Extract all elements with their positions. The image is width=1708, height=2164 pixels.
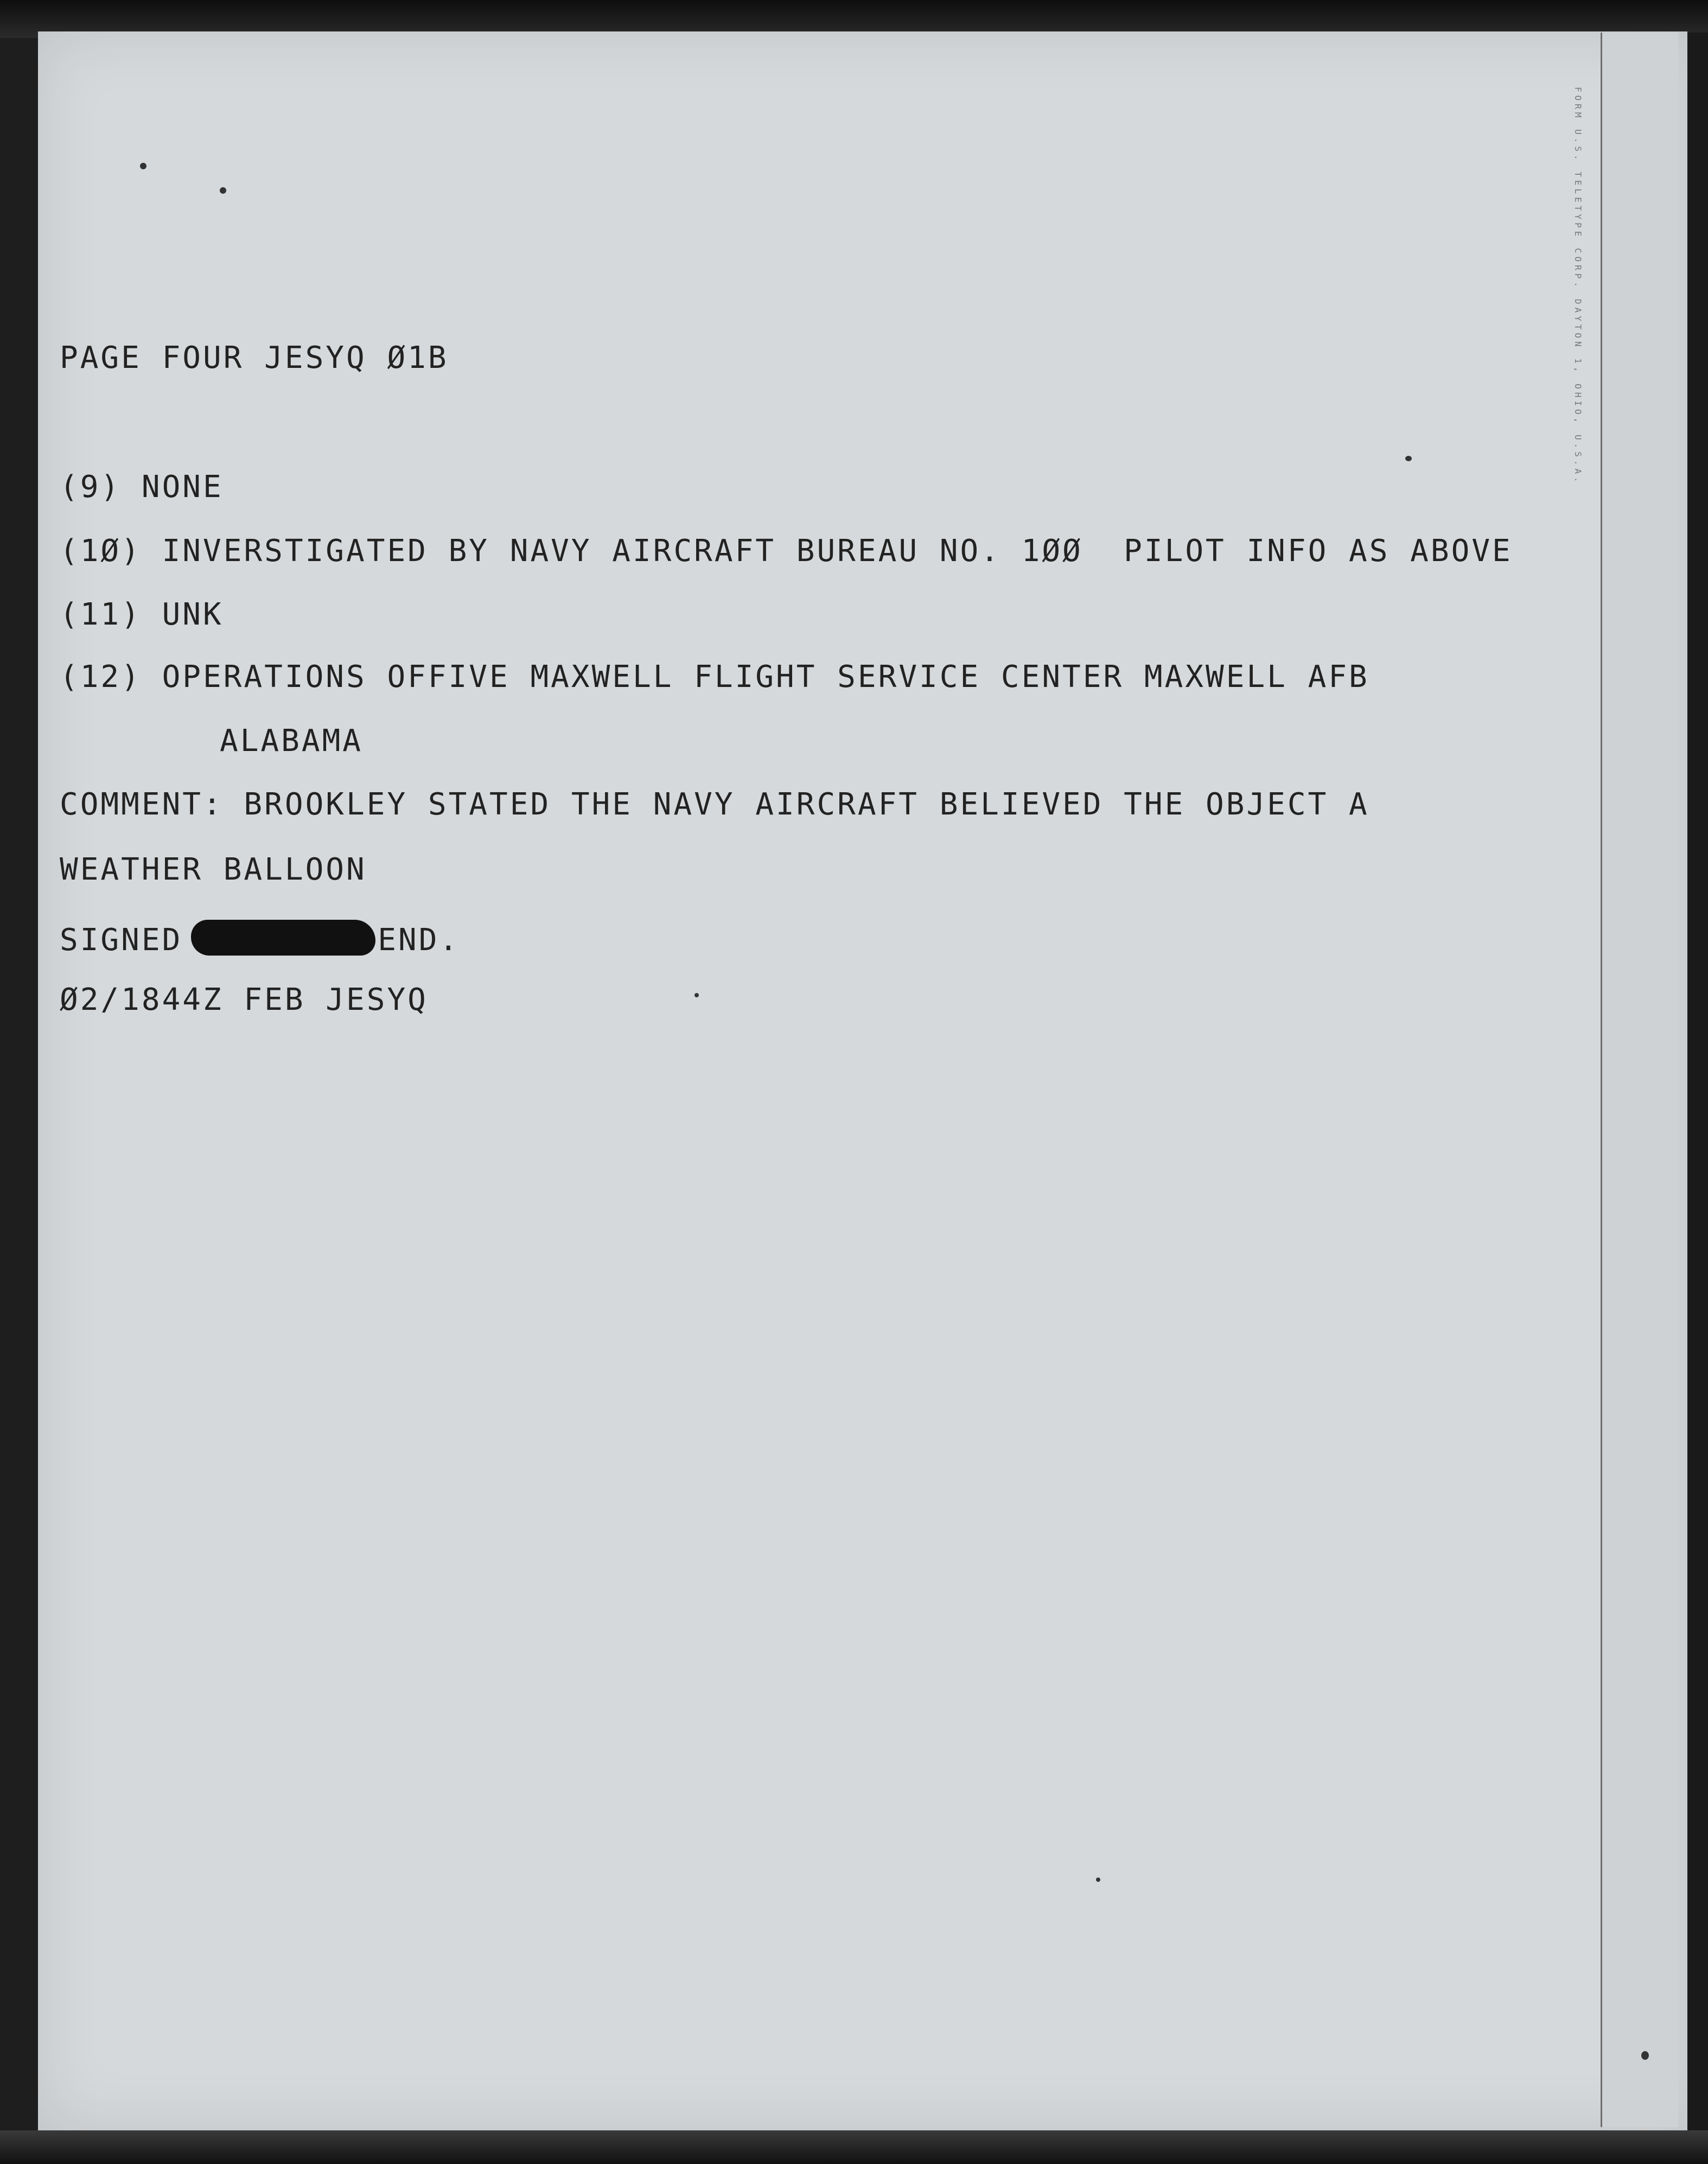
margin-imprint: FORM U.S. TELETYPE CORP. DAYTON 1, OHIO, U.S.A. xyxy=(1573,87,1583,486)
item-10 xyxy=(60,533,1513,569)
item-12 xyxy=(60,659,1369,695)
item-text: INVERSTIGATED BY NAVY AIRCRAFT BUREAU NO. 1ØØ PILOT INFO AS ABOVE xyxy=(162,533,1513,569)
item-11 xyxy=(60,597,224,632)
page-header: PAGE FOUR JESYQ Ø1B xyxy=(60,340,449,375)
item-number: (9) xyxy=(60,469,122,505)
scan-speck xyxy=(1641,2051,1649,2060)
redaction-mark xyxy=(191,920,375,956)
scan-speck xyxy=(1405,456,1412,461)
item-text: UNK xyxy=(162,597,224,632)
comment-line-1: COMMENT: BROOKLEY STATED THE NAVY AIRCRAFT BELIEVED THE OBJECT A xyxy=(60,787,1369,822)
comment-line-2: WEATHER BALLOON xyxy=(60,852,367,887)
perforated-margin-strip xyxy=(1601,33,1678,2127)
item-number: (1Ø) xyxy=(60,533,142,569)
end-text: END. xyxy=(378,922,460,958)
item-number: (11) xyxy=(60,597,142,632)
item-text: NONE xyxy=(141,469,224,505)
item-12-continuation: ALABAMA xyxy=(220,723,364,759)
item-number: (12) xyxy=(60,659,142,695)
signed-label: SIGNED xyxy=(60,922,183,958)
scan-right-border xyxy=(1687,33,1708,2164)
date-time-group: Ø2/1844Z FEB JESYQ xyxy=(60,982,428,1017)
scan-speck xyxy=(1096,1877,1100,1882)
scan-speck xyxy=(694,993,699,997)
scan-bottom-border xyxy=(0,2130,1708,2164)
scan-speck xyxy=(140,163,146,169)
signature-line xyxy=(60,920,460,956)
item-9 xyxy=(60,469,224,505)
item-text: OPERATIONS OFFIVE MAXWELL FLIGHT SERVICE CENTER MAXWELL AFB xyxy=(162,659,1369,695)
scan-speck xyxy=(220,187,226,194)
